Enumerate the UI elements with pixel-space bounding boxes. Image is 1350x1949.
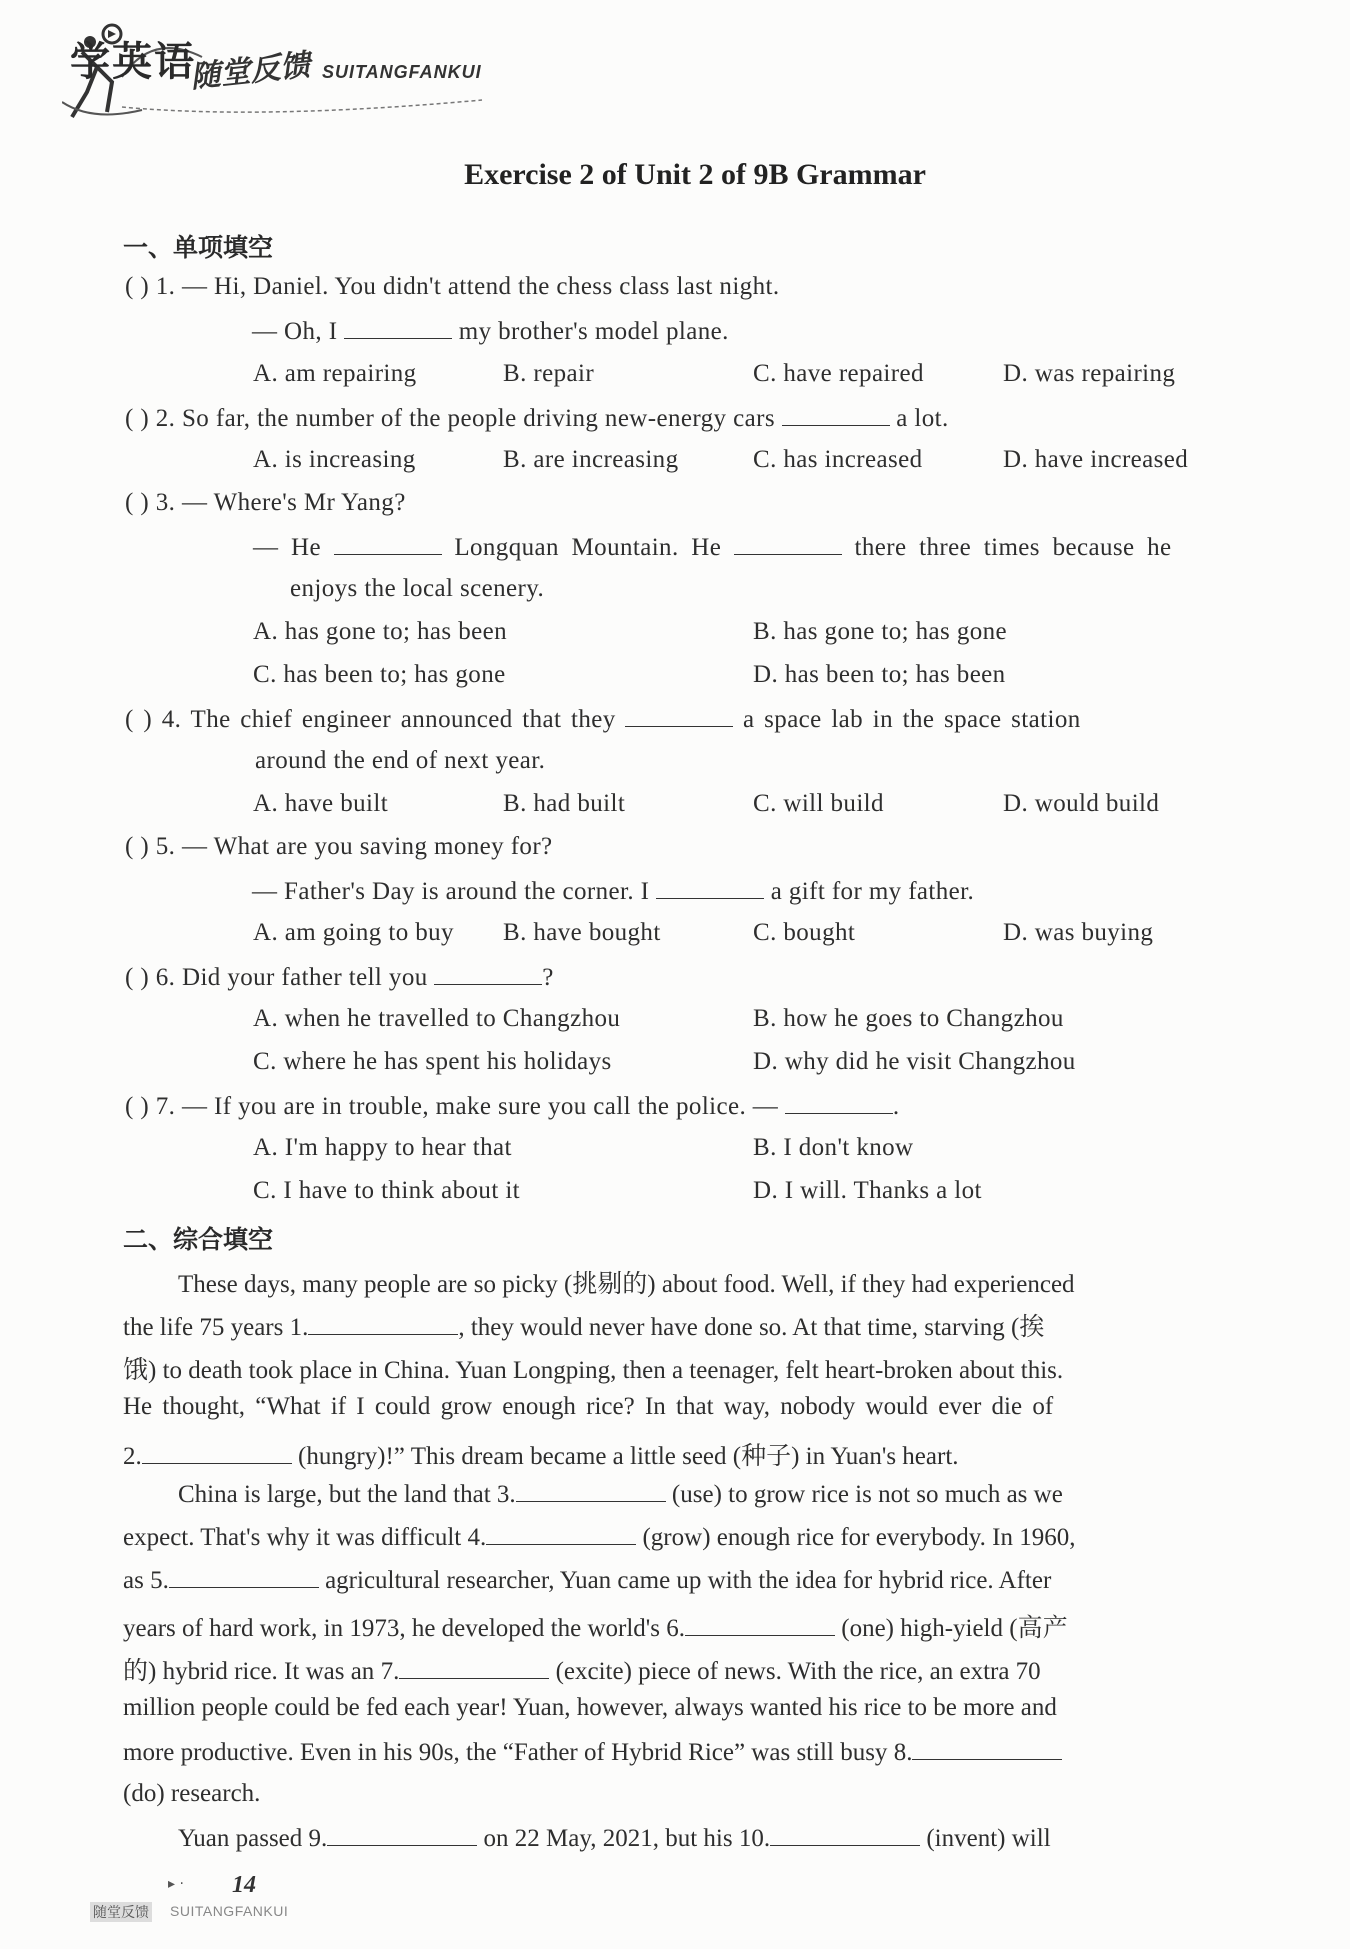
question-6: ( ) 6. Did your father tell you ? — [125, 964, 554, 991]
passage-line: 2. (hungry)!” This dream became a little seed (种子) in Yuan's heart. — [123, 1443, 959, 1470]
option-c[interactable]: C. bought — [753, 919, 856, 946]
option-a[interactable]: A. is increasing — [253, 446, 416, 473]
answer-blank[interactable] — [434, 962, 542, 985]
question-2: ( ) 2. So far, the number of the people driving new-energy cars a lot. — [125, 405, 949, 432]
option-d[interactable]: D. would build — [1003, 790, 1160, 817]
option-b[interactable]: B. how he goes to Changzhou — [753, 1005, 1064, 1032]
page-title: Exercise 2 of Unit 2 of 9B Grammar — [464, 158, 926, 191]
passage-line: 的) hybrid rice. It was an 7. (excite) piece of news. With the rice, an extra 70 — [123, 1658, 1041, 1685]
question-5: ( ) 5. — What are you saving money for? — [125, 833, 553, 860]
option-b[interactable]: B. have bought — [503, 919, 661, 946]
option-d[interactable]: D. was repairing — [1003, 360, 1176, 387]
answer-blank-2[interactable] — [142, 1441, 292, 1464]
passage-line: These days, many people are so picky (挑剔的) about food. Well, if they had experienced — [178, 1271, 1075, 1298]
question-5-line2: — Father's Day is around the corner. I a gift for my father. — [252, 878, 975, 905]
option-c[interactable]: C. have repaired — [753, 360, 924, 387]
question-1-line2: — Oh, I my brother's model plane. — [252, 318, 729, 345]
option-b[interactable]: B. had built — [503, 790, 626, 817]
answer-blank-7[interactable] — [399, 1656, 549, 1679]
question-3-line2: — He Longquan Mountain. He there three times because he — [253, 534, 1172, 561]
option-b[interactable]: B. has gone to; has gone — [753, 618, 1008, 645]
footer-tag-cn: 随堂反馈 — [90, 1902, 152, 1922]
passage-line: as 5. agricultural researcher, Yuan came up with the idea for hybrid rice. After — [123, 1567, 1052, 1594]
answer-blank-8[interactable] — [912, 1737, 1062, 1760]
answer-blank-6[interactable] — [685, 1613, 835, 1636]
option-c[interactable]: C. where he has spent his holidays — [253, 1048, 612, 1075]
answer-blank[interactable] — [625, 704, 733, 727]
answer-blank-9[interactable] — [327, 1823, 477, 1846]
option-d[interactable]: D. why did he visit Changzhou — [753, 1048, 1076, 1075]
answer-blank[interactable] — [785, 1091, 893, 1114]
answer-blank[interactable] — [656, 876, 764, 899]
option-a[interactable]: A. am repairing — [253, 360, 417, 387]
option-a[interactable]: A. I'm happy to hear that — [253, 1134, 512, 1161]
option-d[interactable]: D. have increased — [1003, 446, 1189, 473]
option-c[interactable]: C. will build — [753, 790, 884, 817]
passage-line: He thought, “What if I could grow enough rice? In that way, nobody would ever die of — [123, 1393, 1054, 1420]
option-b[interactable]: B. repair — [503, 360, 595, 387]
option-d[interactable]: D. I will. Thanks a lot — [753, 1177, 982, 1204]
answer-blank-1[interactable] — [308, 1312, 458, 1335]
option-c[interactable]: C. has been to; has gone — [253, 661, 506, 688]
answer-blank[interactable] — [344, 316, 452, 339]
passage-line: expect. That's why it was difficult 4. (grow) enough rice for everybody. In 1960, — [123, 1524, 1076, 1551]
question-3: ( ) 3. — Where's Mr Yang? — [125, 489, 406, 516]
section2-heading: 二、综合填空 — [123, 1225, 274, 1254]
passage-line: more productive. Even in his 90s, the “Father of Hybrid Rice” was still busy 8. — [123, 1737, 1062, 1767]
answer-blank-4[interactable] — [486, 1522, 636, 1545]
passage-line: 饿) to death took place in China. Yuan Longping, then a teenager, felt heart-broken about this. — [123, 1357, 1064, 1384]
question-1: ( ) 1. — Hi, Daniel. You didn't attend the chess class last night. — [125, 273, 780, 300]
answer-blank[interactable] — [734, 532, 842, 555]
option-d[interactable]: D. has been to; has been — [753, 661, 1006, 688]
option-a[interactable]: A. has gone to; has been — [253, 618, 507, 645]
passage-line: (do) research. — [123, 1780, 261, 1807]
answer-blank-3[interactable] — [516, 1479, 666, 1502]
passage-line: the life 75 years 1. , they would never have done so. At that time, starving (挨 — [123, 1314, 1045, 1341]
passage-line: China is large, but the land that 3. (use) to grow rice is not so much as we — [178, 1481, 1063, 1508]
logo-script: 随堂反馈 — [188, 47, 312, 96]
logo-cn: 学英语 — [70, 39, 196, 85]
section1-heading: 一、单项填空 — [123, 233, 274, 262]
answer-blank[interactable] — [782, 403, 890, 426]
option-c[interactable]: C. has increased — [753, 446, 923, 473]
passage-line: Yuan passed 9. on 22 May, 2021, but his 10. (invent) will — [178, 1825, 1051, 1852]
answer-blank-5[interactable] — [169, 1565, 319, 1588]
option-b[interactable]: B. are increasing — [503, 446, 679, 473]
option-b[interactable]: B. I don't know — [753, 1134, 914, 1161]
option-a[interactable]: A. when he travelled to Changzhou — [253, 1005, 621, 1032]
question-4-line2: around the end of next year. — [255, 747, 546, 774]
answer-blank[interactable] — [334, 532, 442, 555]
option-a[interactable]: A. am going to buy — [253, 919, 454, 946]
passage-line: years of hard work, in 1973, he developed the world's 6. (one) high-yield (高产 — [123, 1615, 1068, 1642]
question-7: ( ) 7. — If you are in trouble, make sure you call the police. — . — [125, 1093, 900, 1120]
footer-tag-latin: SUITANGFANKUI — [170, 1903, 289, 1919]
play-arrow-icon: ▸ · — [168, 1876, 184, 1892]
answer-blank-10[interactable] — [770, 1823, 920, 1846]
passage-line: million people could be fed each year! Yuan, however, always wanted his rice to be more and — [123, 1694, 1057, 1721]
option-d[interactable]: D. was buying — [1003, 919, 1154, 946]
logo-latin: SUITANGFANKUI — [322, 62, 482, 82]
question-3-line3: enjoys the local scenery. — [290, 575, 545, 602]
page-number: 14 — [232, 1872, 256, 1898]
question-4: ( ) 4. The chief engineer announced that they a space lab in the space station — [125, 706, 1081, 733]
option-c[interactable]: C. I have to think about it — [253, 1177, 521, 1204]
option-a[interactable]: A. have built — [253, 790, 389, 817]
